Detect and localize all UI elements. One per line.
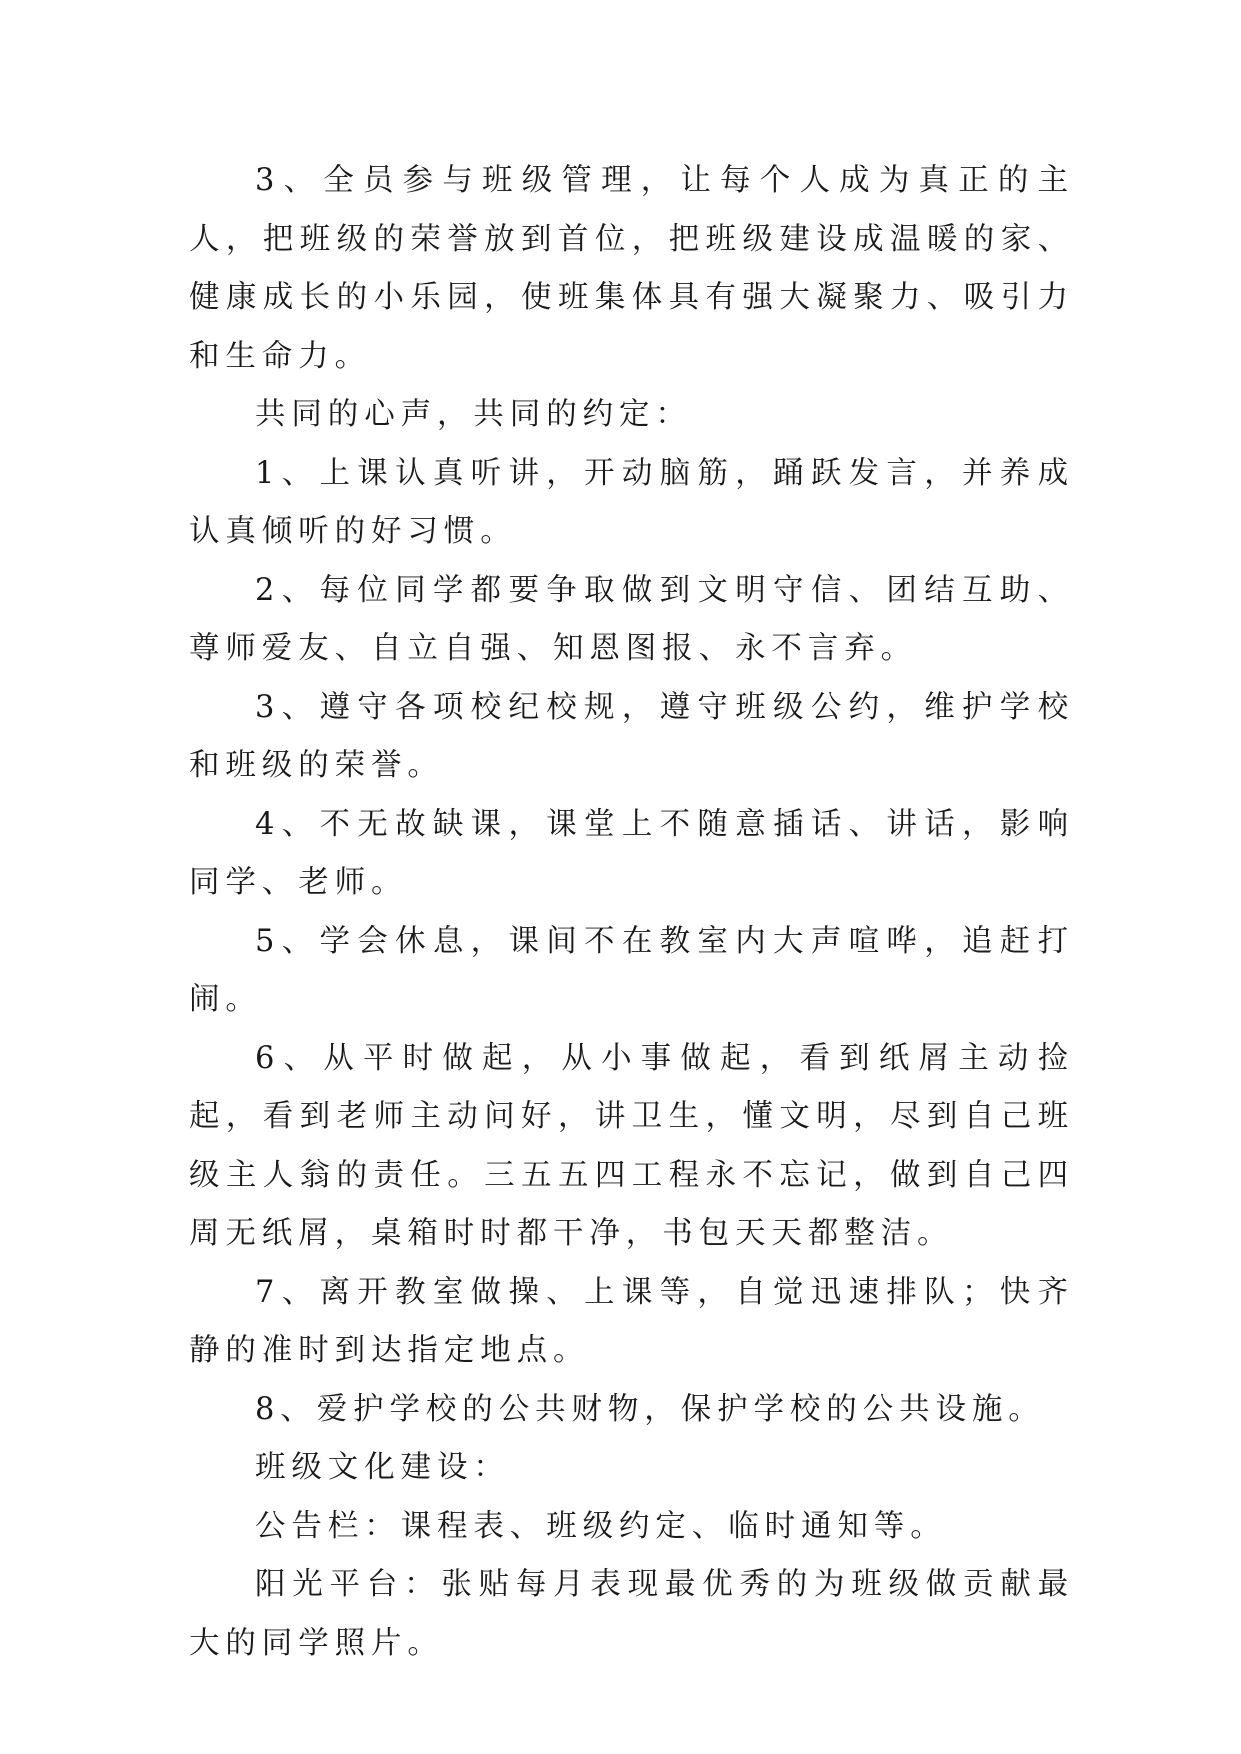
paragraph-sunshine-platform: 阳光平台：张贴每月表现最优秀的为班级做贡献最大的同学照片。 — [189, 1567, 1074, 1661]
paragraph-rule-4: 4、不无故缺课，课堂上不随意插话、讲话，影响同学、老师。 — [189, 806, 1074, 900]
paragraph-rule-6: 6、从平时做起，从小事做起，看到纸屑主动捡起，看到老师主动问好，讲卫生，懂文明，尽到自己班级主人翁的责任。三五五四工程永不忘记，做到自己四周无纸屑，桌箱时时都干净，书包天天都整洁。 — [189, 1040, 1074, 1251]
paragraph-rule-7: 7、离开教室做操、上课等，自觉迅速排队；快齐静的准时到达指定地点。 — [189, 1274, 1074, 1368]
paragraph-rule-3: 3、遵守各项校纪校规，遵守班级公约，维护学校和班级的荣誉。 — [189, 689, 1074, 783]
paragraph-bulletin-board: 公告栏：课程表、班级约定、临时通知等。 — [255, 1508, 947, 1544]
paragraph-rule-1: 1、上课认真听讲，开动脑筋，踊跃发言，并养成认真倾听的好习惯。 — [189, 455, 1074, 549]
paragraph-rule-5: 5、学会休息，课间不在教室内大声喧哗，追赶打闹。 — [189, 923, 1074, 1017]
paragraph-rule-8: 8、爱护学校的公共财物，保护学校的公共设施。 — [255, 1391, 1045, 1427]
paragraph-heading-class-culture: 班级文化建设： — [255, 1450, 510, 1485]
document-body — [189, 152, 1074, 1673]
paragraph-item-3-class-management: 3、全员参与班级管理，让每个人成为真正的主人，把班级的荣誉放到首位，把班级建设成温暖的家、健康成长的小乐园，使班集体具有强大凝聚力、吸引力和生命力。 — [189, 163, 1074, 374]
paragraph-rule-2: 2、每位同学都要争取做到文明守信、团结互助、尊师爱友、自立自强、知恩图报、永不言弃。 — [189, 572, 1074, 666]
paragraph-heading-shared-agreement: 共同的心声，共同的约定： — [255, 397, 692, 432]
